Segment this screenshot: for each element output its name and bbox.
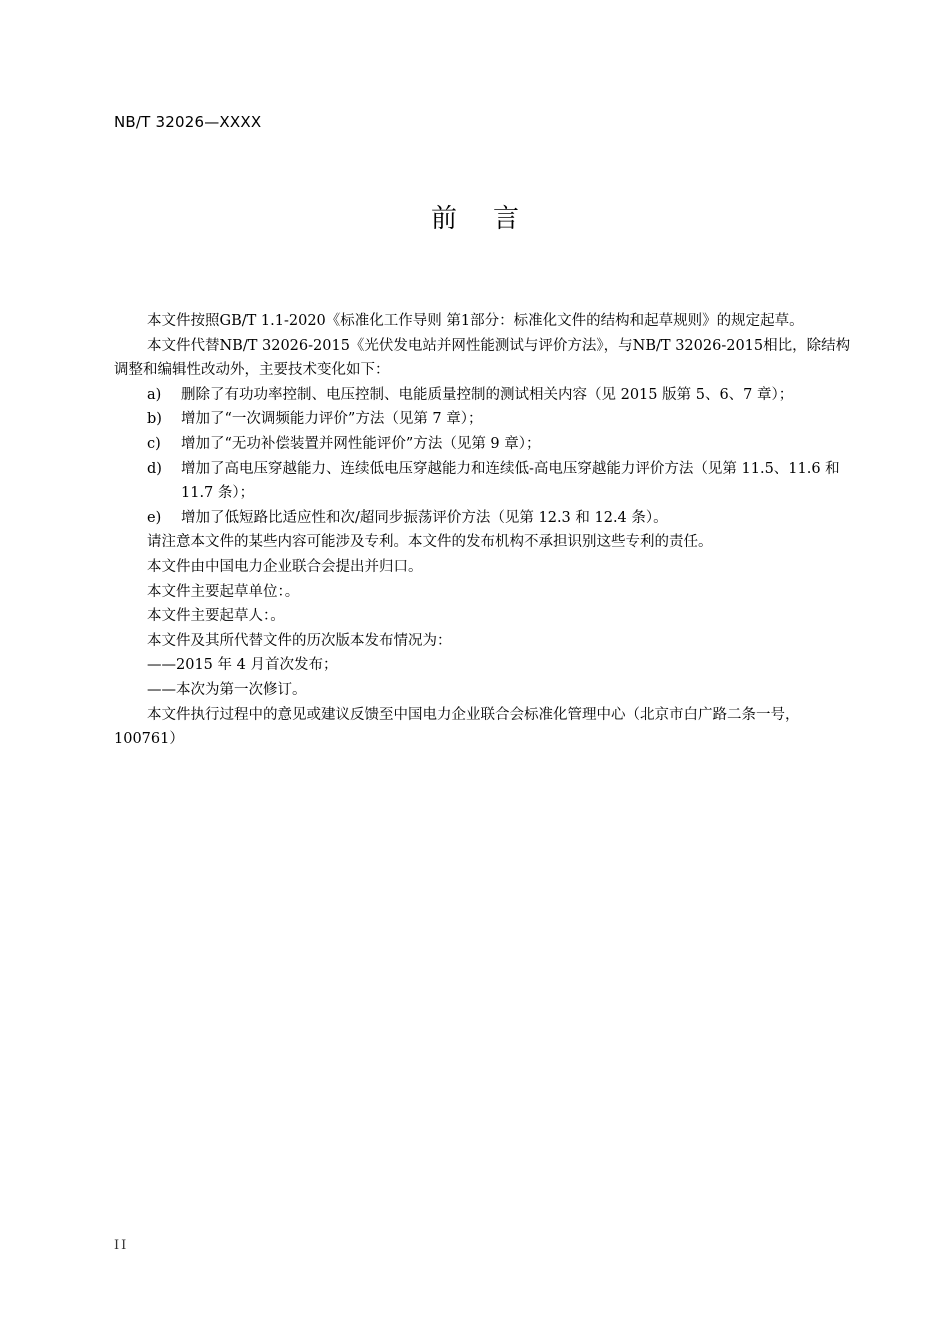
list-marker: d)	[147, 460, 162, 477]
paragraph-feedback: 本文件执行过程中的意见或建议反馈至中国电力企业联合会标准化管理中心（北京市白广路二条一号，100761）	[114, 706, 800, 748]
change-item-a	[114, 383, 860, 408]
paragraph-drafting-rules: 本文件按照GB/T 1.1-2020《标准化工作导则 第1部分：标准化文件的结构和起草规则》的规定起草。	[147, 313, 804, 329]
list-marker: c)	[147, 435, 161, 452]
page-title: 前言	[430, 204, 555, 234]
list-item-text: 增加了高电压穿越能力、连续低电压穿越能力和连续低-高电压穿越能力评价方法（见第 11.5、11.6 和 11.7 条）；	[181, 460, 840, 502]
paragraph-history-intro: 本文件及其所代替文件的历次版本发布情况为：	[147, 632, 452, 649]
list-item-text: 增加了“无功补偿装置并网性能评价”方法（见第 9 章）；	[181, 435, 541, 452]
list-item-text: 增加了“一次调频能力评价”方法（见第 7 章）；	[181, 411, 483, 428]
paragraph-patent-notice: 请注意本文件的某些内容可能涉及专利。本文件的发布机构不承担识别这些专利的责任。	[147, 534, 713, 551]
list-marker: b)	[147, 411, 162, 428]
list-marker: e)	[147, 509, 162, 526]
page-number: II	[114, 1238, 129, 1253]
paragraph-proposer: 本文件由中国电力企业联合会提出并归口。	[147, 558, 423, 575]
list-item-text: 删除了有功功率控制、电压控制、电能质量控制的测试相关内容（见 2015 版第 5、6、7 章）；	[181, 386, 794, 403]
foreword-body	[114, 309, 860, 752]
paragraph-drafters: 本文件主要起草人：。	[147, 608, 285, 625]
paragraph-drafting-units: 本文件主要起草单位：。	[147, 583, 300, 600]
change-item-c	[114, 432, 860, 457]
change-item-e	[114, 506, 860, 531]
change-item-d	[114, 457, 860, 506]
list-marker: a)	[147, 386, 162, 403]
history-item: ——本次为第一次修订。	[147, 681, 307, 698]
paragraph-replacement: 本文件代替NB/T 32026-2015《光伏发电站并网性能测试与评价方法》，与NB/T 32026-2015相比，除结构调整和编辑性改动外，主要技术变化如下：	[114, 337, 851, 379]
change-item-b	[114, 407, 860, 432]
history-item: ——2015 年 4 月首次发布；	[147, 657, 338, 674]
list-item-text: 增加了低短路比适应性和次/超同步振荡评价方法（见第 12.3 和 12.4 条）。	[181, 509, 668, 526]
standard-code-header: NB/T 32026—XXXX	[114, 113, 262, 131]
